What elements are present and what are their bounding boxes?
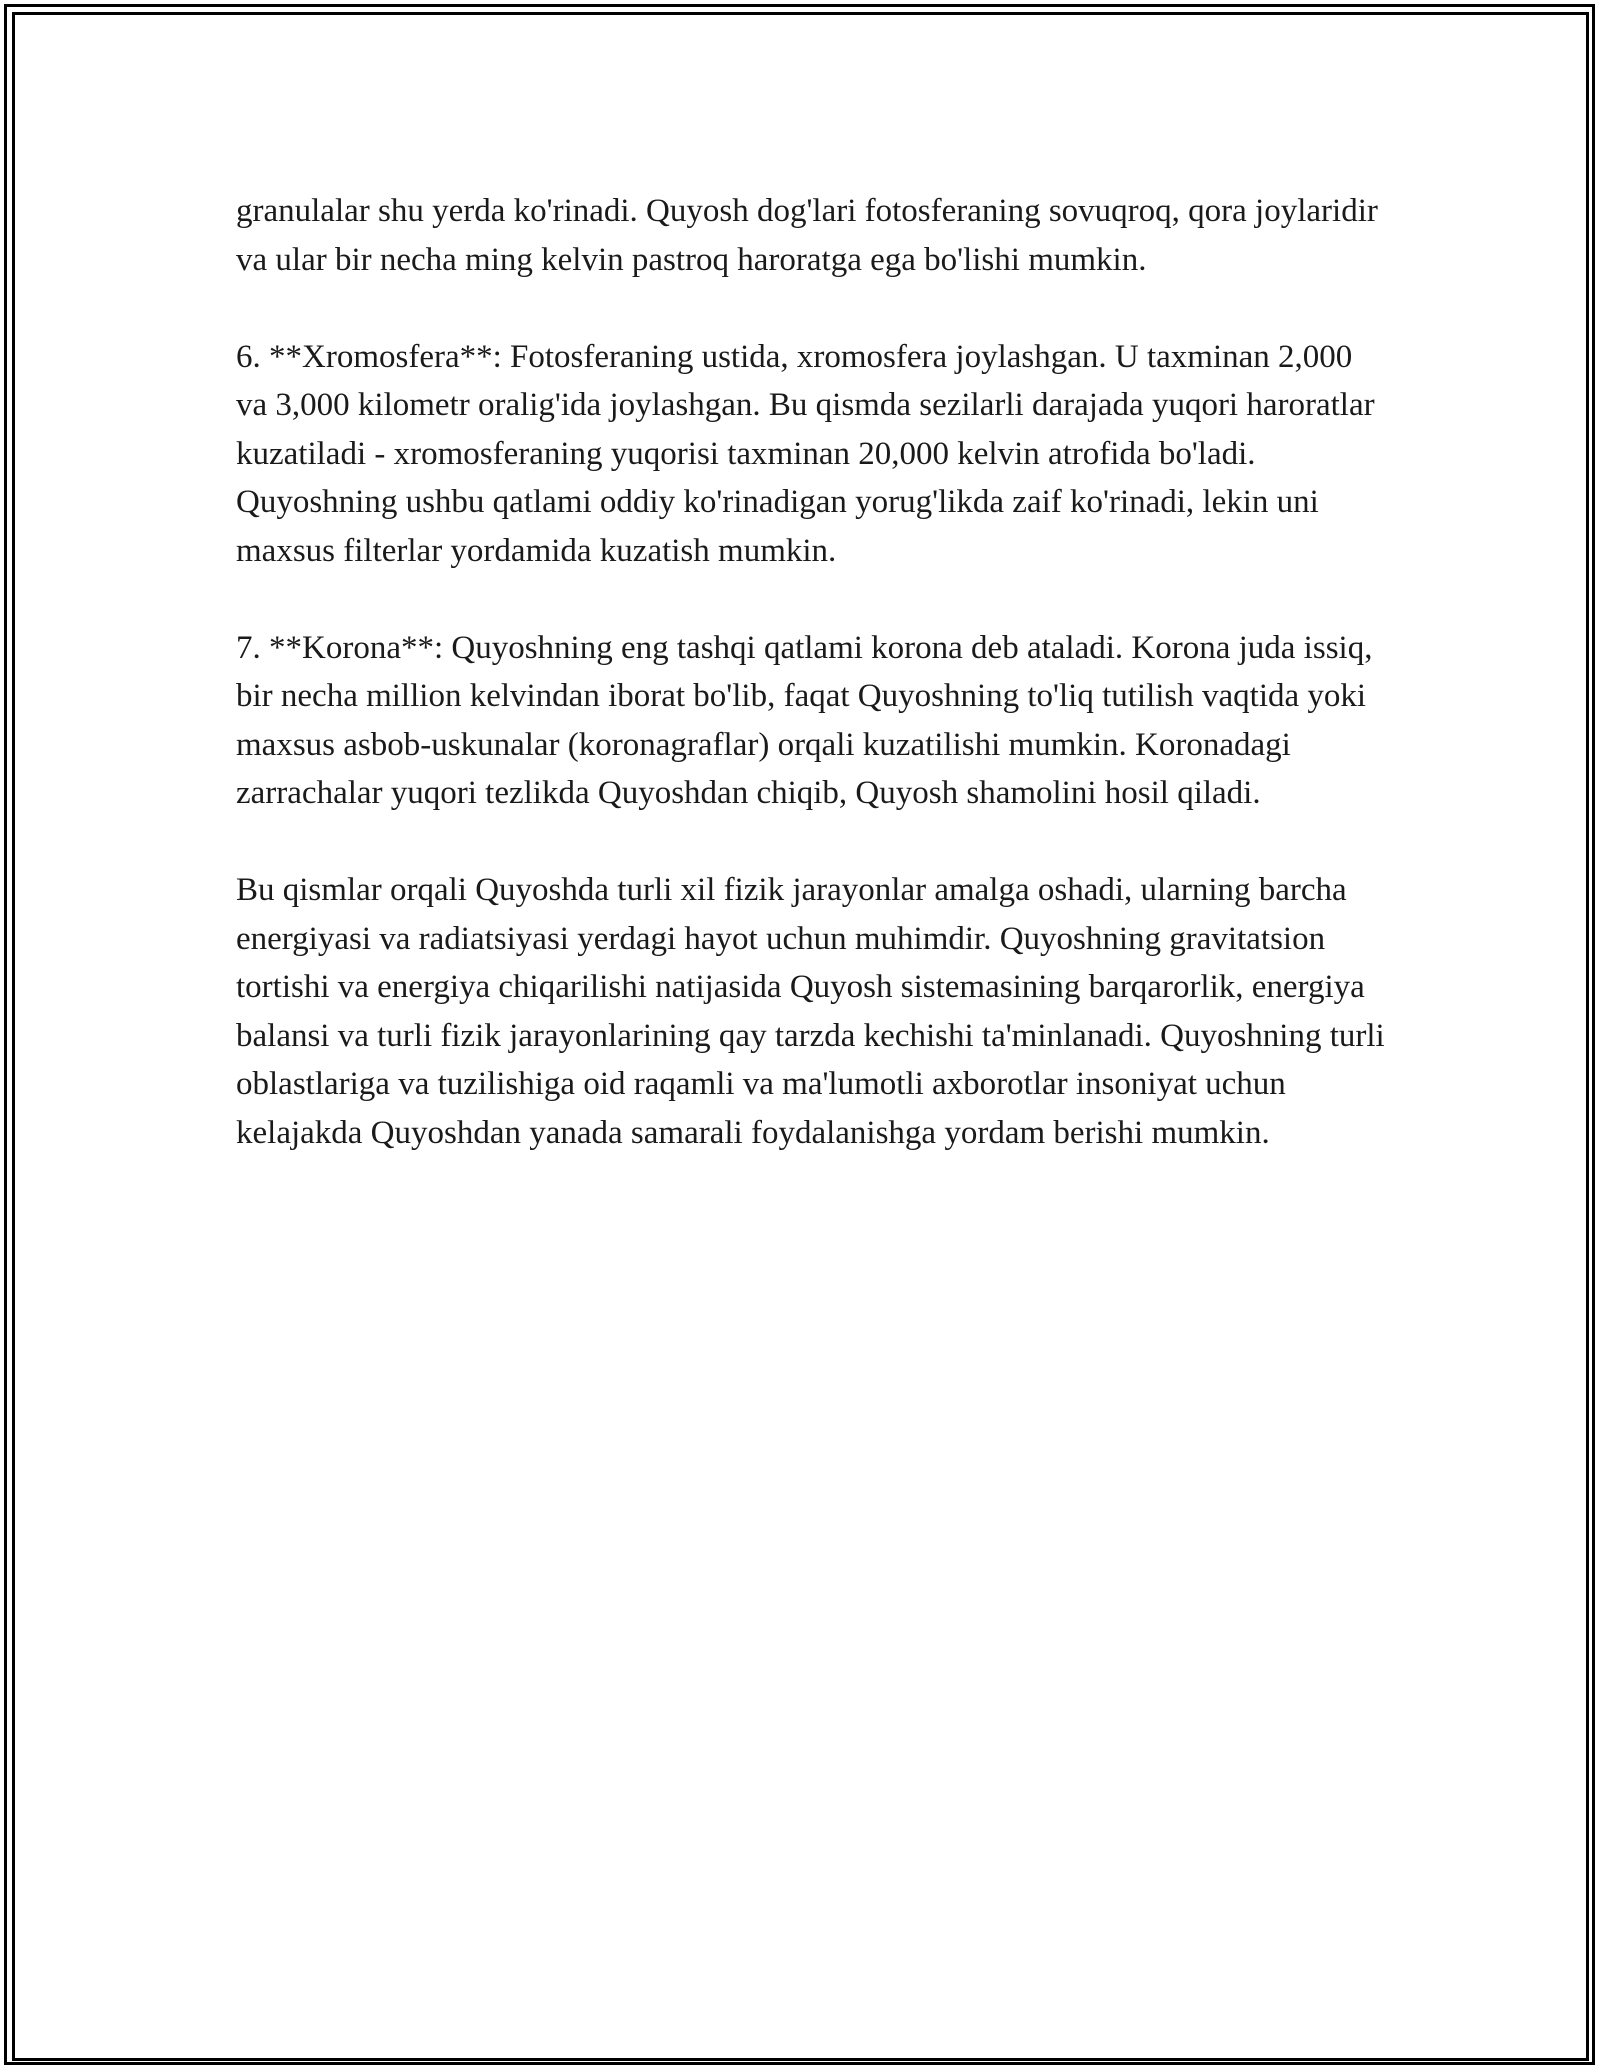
paragraph-granulalar: granulalar shu yerda ko'rinadi. Quyosh dog'lari fotosferaning sovuqroq, qora joylaridir va ular bir necha ming kelvin pastroq haroratga ega bo'lishi mumkin. xyxy=(236,193,1378,278)
paragraph-conclusion: Bu qismlar orqali Quyoshda turli xil fizik jarayonlar amalga oshadi, ularning barcha energiyasi va radiatsiyasi yerdagi hayot uchun muhimdir. Quyoshning gravitatsion tortishi va energiya chiqarilishi natijasida Quyosh sistemasining barqarorlik, energiya balansi va turli fizik jarayonlarining qay tarzda kechishi ta'minlanadi. Quyoshning turli oblastlariga va tuzilishiga oid raqamli va ma'lumotli axborotlar insoniyat uchun kelajakda Quyoshdan yanada samarali foydalanishga yordam berishi mumkin. xyxy=(236,872,1385,1151)
paragraph-korona: 7. **Korona**: Quyoshning eng tashqi qatlami korona deb ataladi. Korona juda issiq, bir necha million kelvindan iborat bo'lib, faqat Quyoshning to'liq tutilish vaqtida yoki maxsus asbob-uskunalar (koronagraflar) orqali kuzatilishi mumkin. Koronadagi zarrachalar yuqori tezlikda Quyoshdan chiqib, Quyosh shamolini hosil qiladi. xyxy=(236,629,1373,811)
document-body xyxy=(236,187,1386,1206)
paragraph-xromosfera: 6. **Xromosfera**: Fotosferaning ustida, xromosfera joylashgan. U taxminan 2,000 va 3,000 kilometr oralig'ida joylashgan. Bu qismda sezilarli darajada yuqori haroratlar kuzatiladi - xromosferaning yuqorisi taxminan 20,000 kelvin atrofida bo'ladi. Quyoshning ushbu qatlami oddiy ko'rinadigan yorug'likda zaif ko'rinadi, lekin uni maxsus filterlar yordamida kuzatish mumkin. xyxy=(236,338,1375,569)
